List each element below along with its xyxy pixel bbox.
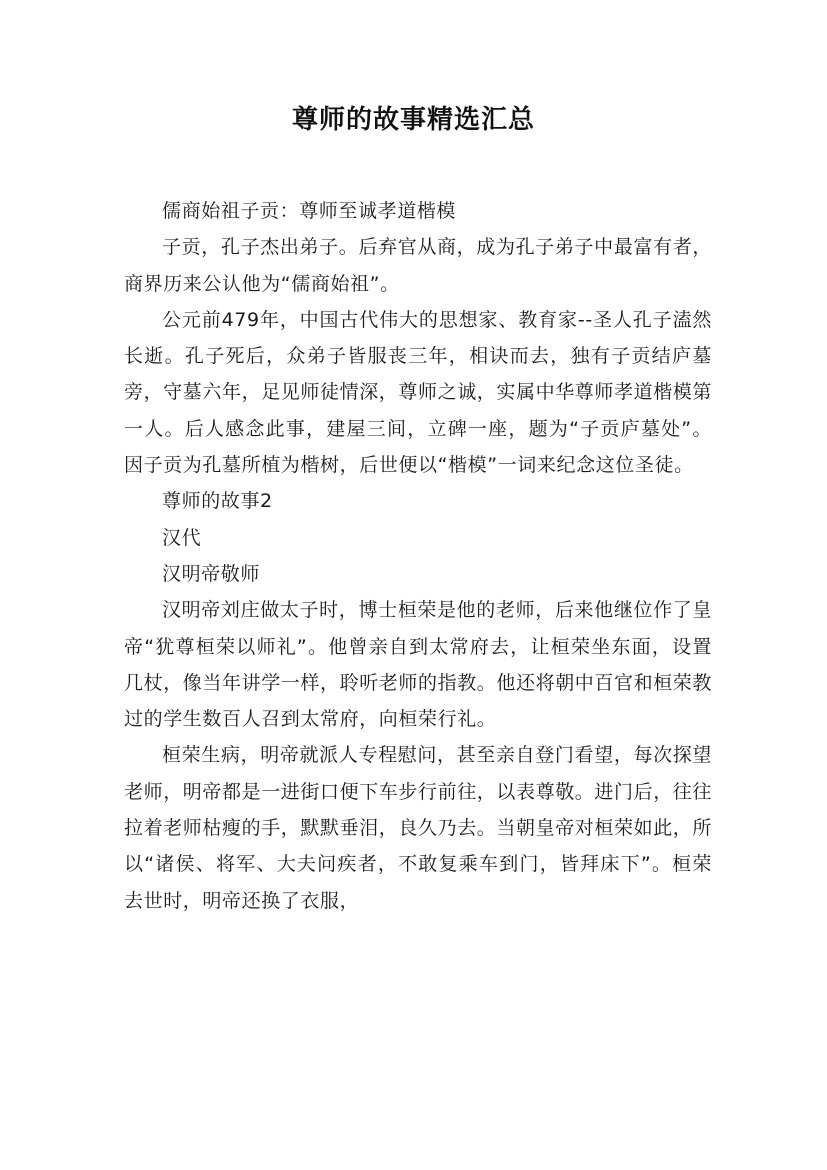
paragraph: 公元前479年，中国古代伟大的思想家、教育家--圣人孔子溘然长逝。孔子死后，众弟子皆服丧三年，相诀而去，独有子贡结庐墓旁，守墓六年，足见师徒情深，尊师之诚，实属中华尊师孝道楷模第一人。后人感念此事，建屋三间，立碑一座，题为“子贡庐墓处”。因子贡为孔墓所植为楷树，后世便以“楷模”一词来纪念这位圣徒。 [124, 308, 713, 477]
paragraph-heading-story-2: 尊师的故事2 [162, 490, 273, 513]
paragraph-heading-era: 汉代 [162, 526, 202, 549]
paragraph-heading-mingdi: 汉明帝敬师 [162, 562, 261, 585]
document-body [124, 193, 712, 919]
paragraph: 汉明帝刘庄做太子时，博士桓荣是他的老师，后来他继位作了皇帝“犹尊桓荣以师礼”。他曾亲自到太常府去，让桓荣坐东面，设置几杖，像当年讲学一样，聆听老师的指教。他还将朝中百官和桓荣教过的学生数百人召到太常府，向桓荣行礼。 [124, 599, 713, 731]
paragraph-heading-zigong: 儒商始祖子贡：尊师至诚孝道楷模 [162, 200, 457, 222]
document-title: 尊师的故事精选汇总 [291, 105, 535, 135]
paragraph: 桓荣生病，明帝就派人专程慰问，甚至亲自登门看望，每次探望老师，明帝都是一进街口便下车步行前往，以表尊敬。进门后，往往拉着老师枯瘦的手，默默垂泪，良久乃去。当朝皇帝对桓荣如此，所以“诸侯、将军、大夫问疾者，不敢复乘车到门，皆拜床下”。桓荣去世时，明帝还换了衣服， [124, 744, 713, 912]
paragraph: 子贡，孔子杰出弟子。后弃官从商，成为孔子弟子中最富有者，商界历来公认他为“儒商始祖”。 [124, 236, 712, 295]
